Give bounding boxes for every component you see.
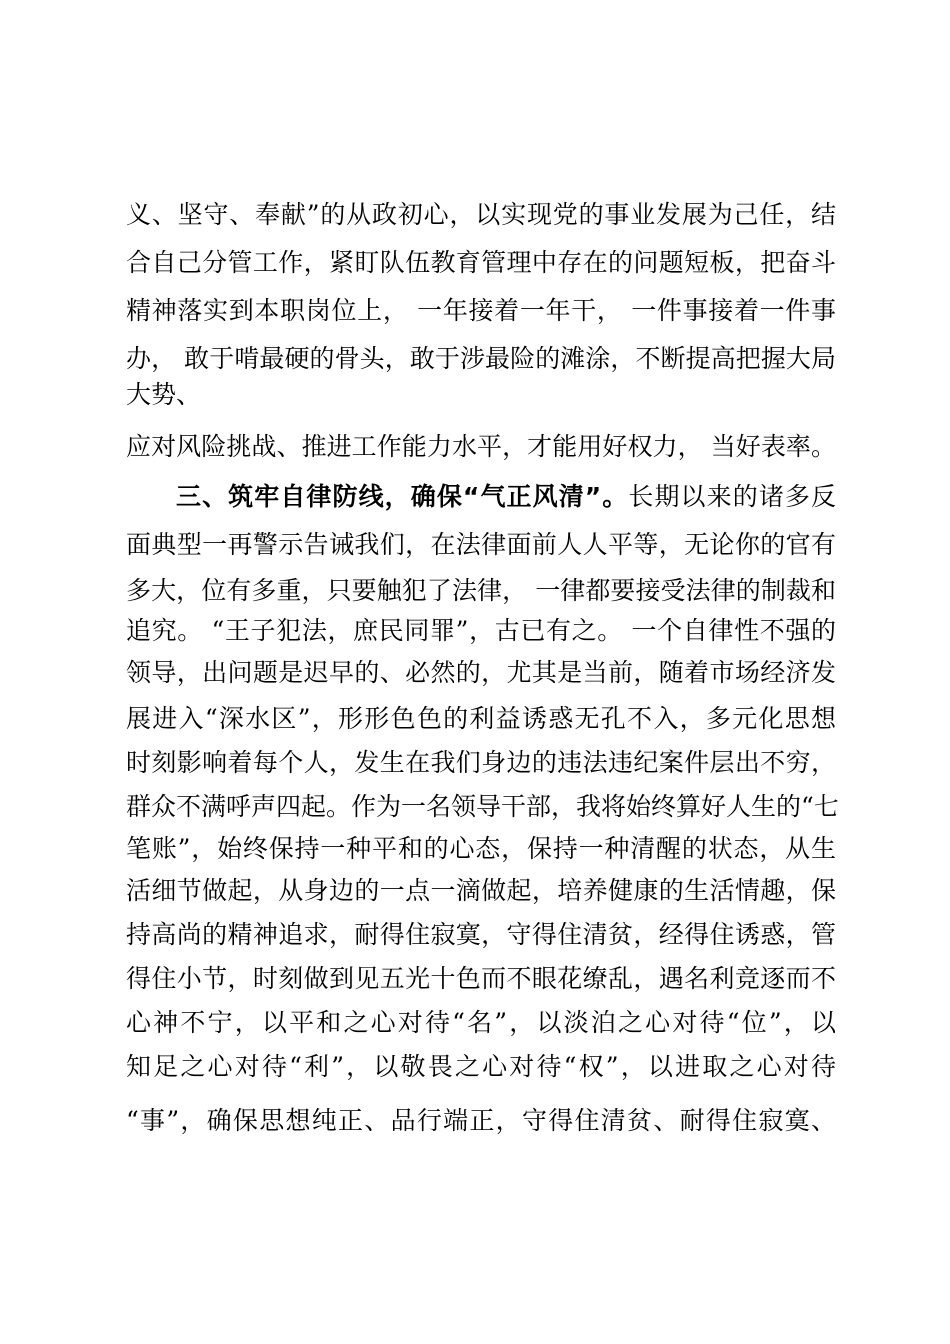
- paragraph-3-line-13: 心神不宁，以平和之心对待“名”，以淡泊之心对待“位”，以: [126, 1008, 836, 1037]
- paragraph-3-line-9: 笔账”，始终保持一种平和的心态，保持一种清醒的状态，从生: [126, 834, 836, 863]
- paragraph-2: 应对风险挑战、推进工作能力水平，才能用好权力， 当好表率。: [126, 432, 836, 461]
- paragraph-1-line-4: 办， 敢于啃最硬的骨头，敢于涉最险的滩涂，不断提高把握大局: [126, 344, 836, 373]
- paragraph-3-line-4: 追究。 “王子犯法，庶民同罪”，古已有之。 一个自律性不强的: [126, 616, 836, 645]
- paragraph-3-line-14: 知足之心对待“利”，以敬畏之心对待“权”，以进取之心对待: [126, 1052, 836, 1081]
- paragraph-3-line-7: 时刻影响着每个人，发生在我们身边的违法违纪案件层出不穷，: [126, 748, 836, 777]
- paragraph-1-line-2: 合自己分管工作，紧盯队伍教育管理中存在的问题短板，把奋斗: [126, 248, 836, 277]
- paragraph-3-line-5: 领导，出问题是迟早的、必然的，尤其是当前，随着市场经济发: [126, 658, 836, 687]
- paragraph-1-line-5: 大势、: [126, 380, 202, 409]
- paragraph-3-line-15: “事”，确保思想纯正、品行端正，守得住清贫、耐得住寂寞、: [126, 1106, 836, 1135]
- paragraph-3-line-1: [176, 480, 836, 514]
- paragraph-3-line-12: 得住小节，时刻做到见五光十色而不眼花缭乱，遇名利竞逐而不: [126, 964, 836, 993]
- paragraph-3-line-2: 面典型一再警示告诫我们，在法律面前人人平等，无论你的官有: [126, 530, 836, 559]
- paragraph-3-line-8: 群众不满呼声四起。作为一名领导干部，我将始终算好人生的“七: [126, 792, 839, 821]
- paragraph-1-line-1: 义、坚守、奉献”的从政初心，以实现党的事业发展为己任，结: [126, 200, 836, 229]
- paragraph-3-line-1-rest: 长期以来的诸多反: [628, 482, 836, 511]
- paragraph-3-line-6: 展进入“深水区”，形形色色的利益诱惑无孔不入，多元化思想: [126, 704, 836, 733]
- paragraph-3-line-3: 多大，位有多重，只要触犯了法律， 一律都要接受法律的制裁和: [126, 576, 836, 605]
- paragraph-3-line-11: 持高尚的精神追求，耐得住寂寞，守得住清贫，经得住诱惑，管: [126, 920, 836, 949]
- section-heading: 三、筑牢自律防线，确保“气正风清”。: [176, 482, 629, 511]
- paragraph-1-line-3: 精神落实到本职岗位上， 一年接着一年干， 一件事接着一件事: [126, 296, 836, 325]
- paragraph-3-line-10: 活细节做起，从身边的一点一滴做起，培养健康的生活情趣，保: [126, 876, 836, 905]
